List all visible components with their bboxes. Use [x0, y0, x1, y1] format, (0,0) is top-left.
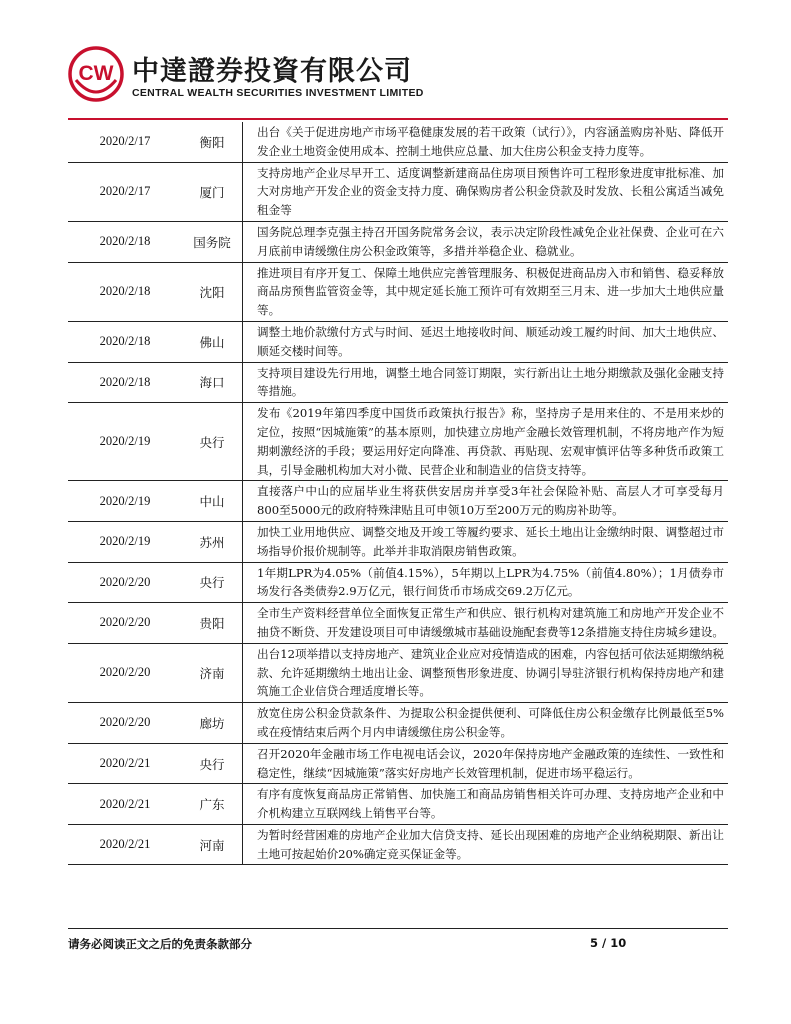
table-row [68, 221, 728, 262]
row-date: 2020/2/17 [68, 162, 182, 221]
row-date: 2020/2/20 [68, 703, 182, 744]
row-date: 2020/2/17 [68, 122, 182, 162]
table-row [68, 603, 728, 644]
row-entity: 央行 [182, 403, 243, 481]
row-content: 支持项目建设先行用地，调整土地合同签订期限，实行新出让土地分期缴款及强化金融支持等措施。 [243, 362, 729, 403]
row-content: 推进项目有序开复工、保障土地供应完善管理服务、积极促进商品房入市和销售、稳妥释放商品房预售监管资金等，其中规定延长施工预许可有效期至三月末、进一步加大土地供应量等。 [243, 262, 729, 321]
table-row [68, 162, 728, 221]
table-row [68, 122, 728, 162]
row-date: 2020/2/20 [68, 643, 182, 702]
row-date: 2020/2/19 [68, 521, 182, 562]
row-content: 加快工业用地供应、调整交地及开竣工等履约要求、延长土地出让金缴纳时限、调整超过市场指导价报价规制等。此举并非取消限房销售政策。 [243, 521, 729, 562]
policy-table [68, 122, 728, 865]
table-row [68, 403, 728, 481]
row-content: 放宽住房公积金贷款条件、为提取公积金提供便利、可降低住房公积金缴存比例最低至5%或在疫情结束后两个月内申请缓缴住房公积金等。 [243, 703, 729, 744]
row-entity: 济南 [182, 643, 243, 702]
row-entity: 广东 [182, 784, 243, 825]
logo-text: CW [78, 62, 114, 85]
row-content: 为暂时经营困难的房地产企业加大信贷支持、延长出现困难的房地产企业纳税期限、新出让土地可按起始价20%确定竞买保证金等。 [243, 824, 729, 865]
row-entity: 国务院 [182, 221, 243, 262]
footer-divider [68, 928, 728, 929]
page-number: 5 / 10 [590, 936, 627, 950]
row-content: 直接落户中山的应届毕业生将获供安居房并享受3年社会保险补贴、高层人才可享受每月800至5000元的政府特殊津贴且可申领10万至200万元的购房补助等。 [243, 481, 729, 522]
row-date: 2020/2/20 [68, 603, 182, 644]
row-date: 2020/2/21 [68, 824, 182, 865]
row-entity: 央行 [182, 562, 243, 603]
row-entity: 厦门 [182, 162, 243, 221]
table-row [68, 643, 728, 702]
row-date: 2020/2/20 [68, 562, 182, 603]
company-logo [68, 46, 124, 102]
row-date: 2020/2/18 [68, 362, 182, 403]
table-row [68, 521, 728, 562]
report-header [68, 40, 728, 108]
policy-table-body [68, 122, 728, 865]
row-entity: 中山 [182, 481, 243, 522]
row-date: 2020/2/21 [68, 743, 182, 784]
row-content: 有序有度恢复商品房正常销售、加快施工和商品房销售相关许可办理、支持房地产企业和中介机构建立互联网线上销售平台等。 [243, 784, 729, 825]
row-content: 全市生产资料经营单位全面恢复正常生产和供应、银行机构对建筑施工和房地产开发企业不抽贷不断贷、开发建设项目可申请缓缴城市基础设施配套费等12条措施支持住房城乡建设。 [243, 603, 729, 644]
row-content: 出台《关于促进房地产市场平稳健康发展的若干政策（试行）》，内容涵盖购房补贴、降低开发企业土地资金使用成本、控制土地供应总量、加大住房公积金支持力度等。 [243, 122, 729, 162]
table-row [68, 703, 728, 744]
row-entity: 苏州 [182, 521, 243, 562]
row-content: 调整土地价款缴付方式与时间、延迟土地接收时间、顺延动竣工履约时间、加大土地供应、顺延交楼时间等。 [243, 321, 729, 362]
table-row [68, 481, 728, 522]
row-entity: 河南 [182, 824, 243, 865]
row-entity: 衡阳 [182, 122, 243, 162]
row-date: 2020/2/18 [68, 321, 182, 362]
row-entity: 沈阳 [182, 262, 243, 321]
row-date: 2020/2/21 [68, 784, 182, 825]
company-name-english: CENTRAL WEALTH SECURITIES INVESTMENT LIMITED [132, 87, 424, 99]
row-date: 2020/2/19 [68, 403, 182, 481]
row-date: 2020/2/18 [68, 221, 182, 262]
row-content: 国务院总理李克强主持召开国务院常务会议，表示决定阶段性减免企业社保费、企业可在六月底前申请缓缴住房公积金政策等，多措并举稳企业、稳就业。 [243, 221, 729, 262]
row-entity: 贵阳 [182, 603, 243, 644]
company-name-chinese: 中達證券投資有限公司 [132, 56, 412, 87]
row-date: 2020/2/18 [68, 262, 182, 321]
row-content: 支持房地产企业尽早开工、适度调整新建商品住房项目预售许可工程形象进度审批标准、加大对房地产开发企业的资金支持力度、确保购房者公积金贷款及时发放、长租公寓适当减免租金等 [243, 162, 729, 221]
row-content: 出台12项举措以支持房地产、建筑业企业应对疫情造成的困难，内容包括可依法延期缴纳税款、允许延期缴纳土地出让金、调整预售形象进度、协调引导驻济银行机构保持房地产和建筑施工企业信贷合理适度增长等。 [243, 643, 729, 702]
table-row [68, 321, 728, 362]
table-row [68, 824, 728, 865]
table-row [68, 784, 728, 825]
table-row [68, 743, 728, 784]
disclaimer-note: 请务必阅读正文之后的免责条款部分 [68, 937, 252, 951]
header-divider [68, 118, 728, 120]
row-content: 1年期LPR为4.05%（前值4.15%），5年期以上LPR为4.75%（前值4.80%）；1月债券市场发行各类债券2.9万亿元，银行间货币市场成交69.2万亿元。 [243, 562, 729, 603]
row-entity: 佛山 [182, 321, 243, 362]
row-date: 2020/2/19 [68, 481, 182, 522]
table-row [68, 262, 728, 321]
row-content: 召开2020年金融市场工作电视电话会议，2020年保持房地产金融政策的连续性、一致性和稳定性，继续“因城施策”落实好房地产长效管理机制，促进市场平稳运行。 [243, 743, 729, 784]
row-entity: 央行 [182, 743, 243, 784]
row-content: 发布《2019年第四季度中国货币政策执行报告》称，坚持房子是用来住的、不是用来炒的定位，按照“因城施策”的基本原则，加快建立房地产金融长效管理机制，不将房地产作为短期刺激经济的手段；要运用好定向降准、再贷款、再贴现、宏观审慎评估等多种货币政策工具，引导金融机构加大对小微、民营企业和制造业的信贷支持等。 [243, 403, 729, 481]
row-entity: 廊坊 [182, 703, 243, 744]
table-row [68, 362, 728, 403]
row-entity: 海口 [182, 362, 243, 403]
table-row [68, 562, 728, 603]
